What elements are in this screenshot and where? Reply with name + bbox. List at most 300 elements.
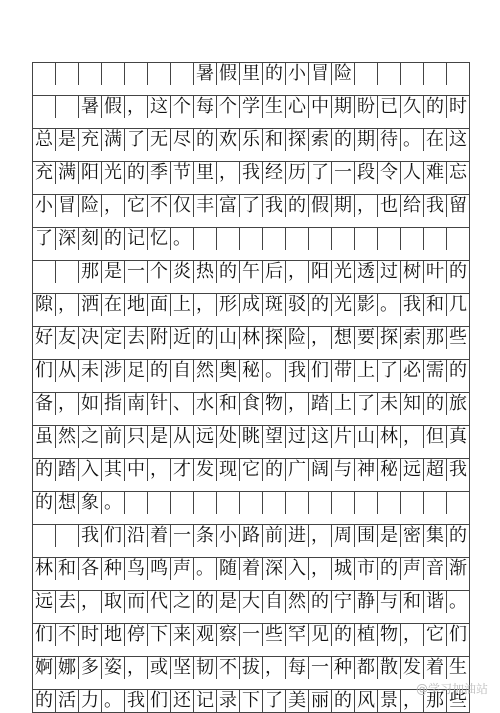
grid-cell: 录 [217, 689, 240, 712]
grid-cell: 是 [56, 128, 79, 151]
grid-cell: 险 [332, 62, 355, 85]
row-gap [32, 349, 470, 359]
grid-cell: 人 [401, 161, 424, 184]
grid-cell: 里 [240, 62, 263, 85]
grid-cell: 的 [447, 524, 470, 547]
grid-cell: 和 [263, 128, 286, 151]
grid-cell [355, 227, 378, 250]
grid-cell [355, 491, 378, 514]
row-gap [32, 151, 470, 161]
grid-cell: 见 [309, 623, 332, 646]
grid-row [32, 227, 469, 250]
grid-cell: ， [401, 623, 424, 646]
grid-cell: 小 [286, 62, 309, 85]
grid-cell: 心 [286, 95, 309, 118]
grid-cell [401, 62, 424, 85]
row-gap [32, 250, 470, 260]
grid-cell: 决 [79, 326, 102, 349]
grid-row [32, 656, 469, 679]
grid-cell: 入 [286, 557, 309, 580]
grid-cell: 如 [79, 392, 102, 415]
grid-cell [378, 62, 401, 85]
row-gap [32, 514, 470, 524]
grid-cell: 的 [332, 623, 355, 646]
grid-cell: 着 [148, 524, 171, 547]
grid-cell: 种 [102, 557, 125, 580]
grid-cell [217, 227, 240, 250]
grid-cell: 声 [171, 557, 194, 580]
grid-cell: 、 [171, 392, 194, 415]
grid-cell: 时 [79, 623, 102, 646]
grid-cell [378, 227, 401, 250]
grid-cell: 一 [171, 524, 194, 547]
grid-cell: ， [309, 524, 332, 547]
grid-row [32, 194, 469, 217]
grid-cell [447, 227, 470, 250]
grid-cell: 面 [148, 293, 171, 316]
grid-cell: 阔 [309, 458, 332, 481]
grid-cell: 索 [401, 326, 424, 349]
grid-cell: 多 [79, 656, 102, 679]
grid-cell: 。 [447, 590, 470, 613]
grid-cell: 下 [240, 689, 263, 712]
grid-cell: 植 [355, 623, 378, 646]
grid-cell: 暑 [194, 62, 217, 85]
grid-cell: 代 [148, 590, 171, 613]
grid-cell [217, 491, 240, 514]
grid-cell: 无 [148, 128, 171, 151]
grid-cell: 我 [263, 194, 286, 217]
grid-cell: 丽 [309, 689, 332, 712]
grid-cell: 集 [424, 524, 447, 547]
grid-cell: 之 [79, 425, 102, 448]
grid-cell: 下 [148, 623, 171, 646]
grid-cell: 们 [33, 623, 56, 646]
grid-cell: 取 [102, 590, 125, 613]
row-gap [32, 316, 470, 326]
grid-cell: 是 [148, 425, 171, 448]
grid-cell [171, 491, 194, 514]
grid-cell: 深 [56, 227, 79, 250]
grid-cell: 前 [102, 425, 125, 448]
grid-cell: 是 [217, 590, 240, 613]
grid-cell: 光 [332, 260, 355, 283]
grid-cell: 秘 [240, 359, 263, 382]
grid-cell [79, 62, 102, 85]
grid-cell: 的 [33, 458, 56, 481]
grid-cell: 发 [194, 458, 217, 481]
grid-cell: 个 [217, 95, 240, 118]
grid-cell: 之 [171, 590, 194, 613]
grid-cell: 那 [424, 689, 447, 712]
grid-cell: 的 [332, 128, 355, 151]
grid-cell: 处 [217, 425, 240, 448]
grid-cell: 去 [56, 590, 79, 613]
grid-cell: ， [148, 458, 171, 481]
grid-cell: ， [56, 392, 79, 415]
grid-cell: 它 [125, 194, 148, 217]
grid-cell: 了 [355, 392, 378, 415]
grid-cell: 几 [447, 293, 470, 316]
grid-cell: 影 [355, 293, 378, 316]
grid-cell: 食 [240, 392, 263, 415]
grid-cell: 尽 [171, 128, 194, 151]
grid-cell: 渐 [447, 557, 470, 580]
grid-cell: 些 [263, 623, 286, 646]
grid-cell: 的 [194, 326, 217, 349]
grid-cell: 已 [378, 95, 401, 118]
grid-cell: 深 [263, 557, 286, 580]
grid-cell: 段 [355, 161, 378, 184]
grid-cell: 的 [33, 689, 56, 712]
grid-row [32, 590, 469, 613]
grid-cell: 然 [286, 590, 309, 613]
grid-cell [56, 95, 79, 118]
grid-cell: 望 [263, 425, 286, 448]
grid-cell: 们 [102, 524, 125, 547]
grid-cell [378, 491, 401, 514]
grid-cell: 入 [79, 458, 102, 481]
grid-cell: 阳 [79, 161, 102, 184]
grid-cell: 这 [447, 128, 470, 151]
grid-cell: 罕 [286, 623, 309, 646]
grid-cell: 力 [79, 689, 102, 712]
grid-cell: 察 [217, 623, 240, 646]
grid-cell [424, 62, 447, 85]
grid-cell: 的 [148, 359, 171, 382]
grid-cell: 个 [148, 260, 171, 283]
grid-row [32, 95, 469, 118]
grid-cell: 时 [447, 95, 470, 118]
grid-cell [309, 227, 332, 250]
grid-cell: 散 [378, 656, 401, 679]
grid-cell: 想 [56, 491, 79, 514]
grid-row [32, 458, 469, 481]
grid-cell: 午 [240, 260, 263, 283]
grid-cell [263, 491, 286, 514]
grid-cell: 那 [79, 260, 102, 283]
grid-cell: 旅 [447, 392, 470, 415]
grid-cell: 是 [378, 524, 401, 547]
grid-cell: 我 [79, 524, 102, 547]
grid-cell [194, 491, 217, 514]
grid-cell: 片 [332, 425, 355, 448]
grid-cell: 随 [217, 557, 240, 580]
grid-cell: 与 [332, 458, 355, 481]
grid-cell: 眺 [240, 425, 263, 448]
grid-cell: 们 [148, 689, 171, 712]
grid-cell: 来 [171, 623, 194, 646]
grid-cell [56, 62, 79, 85]
grid-cell: 林 [240, 326, 263, 349]
grid-row [32, 392, 469, 415]
grid-cell: ， [79, 590, 102, 613]
grid-cell: 远 [401, 458, 424, 481]
grid-cell: 涉 [102, 359, 125, 382]
grid-cell: 我 [240, 161, 263, 184]
grid-cell: ， [102, 194, 125, 217]
row-gap [32, 415, 470, 425]
grid-cell: 冒 [56, 194, 79, 217]
grid-cell: 了 [378, 359, 401, 382]
grid-cell: 秘 [378, 458, 401, 481]
grid-cell: 踏 [56, 458, 79, 481]
row-gap [32, 481, 470, 491]
grid-cell: 刻 [79, 227, 102, 250]
grid-cell [447, 491, 470, 514]
grid-cell: 里 [194, 161, 217, 184]
grid-cell: 和 [401, 590, 424, 613]
grid-cell [102, 62, 125, 85]
row-gap [32, 283, 470, 293]
row-gap [32, 184, 470, 194]
grid-cell: 它 [424, 623, 447, 646]
grid-cell: 盼 [355, 95, 378, 118]
row-gap [32, 646, 470, 656]
grid-row [32, 491, 469, 514]
grid-cell: 炎 [171, 260, 194, 283]
grid-cell: 然 [56, 425, 79, 448]
grid-cell: 的 [194, 590, 217, 613]
grid-cell: 总 [33, 128, 56, 151]
grid-cell: 大 [240, 590, 263, 613]
grid-cell: 季 [148, 161, 171, 184]
grid-cell: 小 [33, 194, 56, 217]
grid-cell: 每 [286, 656, 309, 679]
grid-cell: 。 [401, 128, 424, 151]
grid-cell: 仅 [171, 194, 194, 217]
grid-cell: 探 [378, 326, 401, 349]
row-gap [32, 85, 470, 95]
grid-row [32, 293, 469, 316]
grid-cell [33, 260, 56, 283]
grid-cell [33, 62, 56, 85]
grid-cell: 需 [424, 359, 447, 382]
row-gap [32, 448, 470, 458]
grid-cell: 发 [401, 656, 424, 679]
grid-cell: 南 [125, 392, 148, 415]
grid-cell: 充 [79, 128, 102, 151]
grid-cell: 然 [194, 359, 217, 382]
grid-cell: 。 [194, 557, 217, 580]
grid-cell: ， [125, 95, 148, 118]
grid-cell: 。 [102, 491, 125, 514]
grid-cell [148, 62, 171, 85]
grid-cell: 形 [217, 293, 240, 316]
grid-cell: 近 [171, 326, 194, 349]
grid-cell [424, 491, 447, 514]
grid-cell: ， [194, 293, 217, 316]
grid-cell: 的 [378, 557, 401, 580]
grid-cell: 前 [263, 524, 286, 547]
grid-cell: 知 [401, 392, 424, 415]
grid-cell: 在 [102, 293, 125, 316]
grid-cell: ， [56, 293, 79, 316]
grid-cell: 它 [240, 458, 263, 481]
grid-cell: 待 [378, 128, 401, 151]
grid-cell: 记 [194, 689, 217, 712]
grid-cell: 学 [240, 95, 263, 118]
grid-cell: 些 [447, 689, 470, 712]
grid-row [32, 689, 469, 712]
grid-row [32, 62, 469, 85]
grid-cell: 生 [263, 95, 286, 118]
grid-cell: 历 [286, 161, 309, 184]
grid-cell: 和 [424, 293, 447, 316]
grid-cell: 。 [378, 293, 401, 316]
grid-cell: 踏 [309, 392, 332, 415]
grid-cell: 条 [194, 524, 217, 547]
grid-cell: 活 [56, 689, 79, 712]
grid-cell: 一 [309, 656, 332, 679]
grid-cell: 险 [286, 326, 309, 349]
grid-cell: 其 [102, 458, 125, 481]
grid-cell [401, 227, 424, 250]
grid-cell: 隙 [33, 293, 56, 316]
grid-cell: 定 [102, 326, 125, 349]
row-gap [32, 217, 470, 227]
grid-cell: 和 [217, 392, 240, 415]
grid-cell: 透 [355, 260, 378, 283]
grid-cell: 我 [447, 458, 470, 481]
grid-cell: 停 [125, 623, 148, 646]
grid-cell: 景 [378, 689, 401, 712]
grid-cell: 叶 [424, 260, 447, 283]
row-gap [32, 580, 470, 590]
grid-cell: 市 [355, 557, 378, 580]
grid-cell: 我 [401, 293, 424, 316]
grid-cell: 的 [263, 62, 286, 85]
grid-cell: 忆 [148, 227, 171, 250]
grid-cell: 韧 [194, 656, 217, 679]
grid-cell: 的 [125, 161, 148, 184]
grid-cell: ， [309, 326, 332, 349]
grid-row [32, 161, 469, 184]
grid-cell: 过 [378, 260, 401, 283]
grid-cell [240, 491, 263, 514]
grid-cell: ， [355, 194, 378, 217]
grid-cell: 一 [240, 623, 263, 646]
grid-cell: 不 [148, 194, 171, 217]
grid-cell [240, 227, 263, 250]
grid-cell: 生 [447, 656, 470, 679]
grid-cell: ， [401, 689, 424, 712]
grid-cell: 在 [424, 128, 447, 151]
grid-cell: 的 [309, 590, 332, 613]
grid-cell: 的 [309, 293, 332, 316]
grid-cell: 路 [240, 524, 263, 547]
grid-cell: 假 [217, 62, 240, 85]
grid-cell: 这 [148, 95, 171, 118]
grid-cell: 期 [355, 128, 378, 151]
grid-cell: 拔 [240, 656, 263, 679]
grid-cell: 林 [33, 557, 56, 580]
grid-cell: 地 [125, 293, 148, 316]
grid-cell: ， [217, 161, 240, 184]
grid-cell: 充 [33, 161, 56, 184]
grid-cell: 令 [378, 161, 401, 184]
grid-cell [263, 227, 286, 250]
grid-cell: 。 [171, 227, 194, 250]
grid-cell: 丰 [194, 194, 217, 217]
grid-cell: 虽 [33, 425, 56, 448]
grid-cell: 期 [332, 194, 355, 217]
grid-cell: 鸣 [148, 557, 171, 580]
grid-cell: 才 [171, 458, 194, 481]
grid-cell: 欢 [217, 128, 240, 151]
grid-row [32, 260, 469, 283]
grid-row [32, 524, 469, 547]
grid-cell: 我 [286, 359, 309, 382]
grid-cell: 物 [378, 623, 401, 646]
grid-cell: 风 [355, 689, 378, 712]
grid-cell: 谐 [424, 590, 447, 613]
grid-cell [148, 491, 171, 514]
grid-cell: 小 [217, 524, 240, 547]
grid-cell: 但 [424, 425, 447, 448]
grid-cell: 驳 [286, 293, 309, 316]
grid-cell: 些 [447, 326, 470, 349]
grid-cell: 从 [171, 425, 194, 448]
grid-cell: 洒 [79, 293, 102, 316]
grid-cell: 假 [102, 95, 125, 118]
grid-cell: 进 [286, 524, 309, 547]
grid-cell: 现 [217, 458, 240, 481]
grid-cell: 要 [355, 326, 378, 349]
grid-cell: 的 [424, 392, 447, 415]
grid-cell [424, 227, 447, 250]
grid-cell: 的 [447, 260, 470, 283]
grid-cell: 娜 [56, 656, 79, 679]
grid-cell: 这 [309, 425, 332, 448]
grid-cell: 那 [424, 326, 447, 349]
grid-cell [171, 62, 194, 85]
grid-cell: 观 [194, 623, 217, 646]
grid-cell: ， [286, 392, 309, 415]
grid-cell [355, 62, 378, 85]
row-gap [32, 118, 470, 128]
grid-cell: 的 [217, 260, 240, 283]
grid-cell: 中 [309, 95, 332, 118]
grid-cell: 物 [263, 392, 286, 415]
grid-cell: 针 [148, 392, 171, 415]
grid-cell [286, 491, 309, 514]
grid-cell: 久 [401, 95, 424, 118]
grid-cell: 上 [332, 392, 355, 415]
grid-cell: 音 [424, 557, 447, 580]
grid-cell: 沿 [125, 524, 148, 547]
grid-cell: 富 [217, 194, 240, 217]
grid-cell: 险 [79, 194, 102, 217]
grid-cell: 着 [240, 557, 263, 580]
grid-cell: 坚 [171, 656, 194, 679]
grid-cell: 了 [125, 128, 148, 151]
grid-row [32, 557, 469, 580]
grid-cell [194, 227, 217, 250]
grid-cell: 后 [263, 260, 286, 283]
grid-cell: 的 [332, 689, 355, 712]
row-gap [32, 613, 470, 623]
grid-cell: 的 [424, 95, 447, 118]
grid-cell: 种 [332, 656, 355, 679]
grid-cell: 探 [263, 326, 286, 349]
grid-cell: 满 [56, 161, 79, 184]
grid-cell: 过 [286, 425, 309, 448]
grid-cell: 树 [401, 260, 424, 283]
grid-cell: ， [125, 656, 148, 679]
grid-cell [33, 524, 56, 547]
grid-cell: ， [401, 425, 424, 448]
